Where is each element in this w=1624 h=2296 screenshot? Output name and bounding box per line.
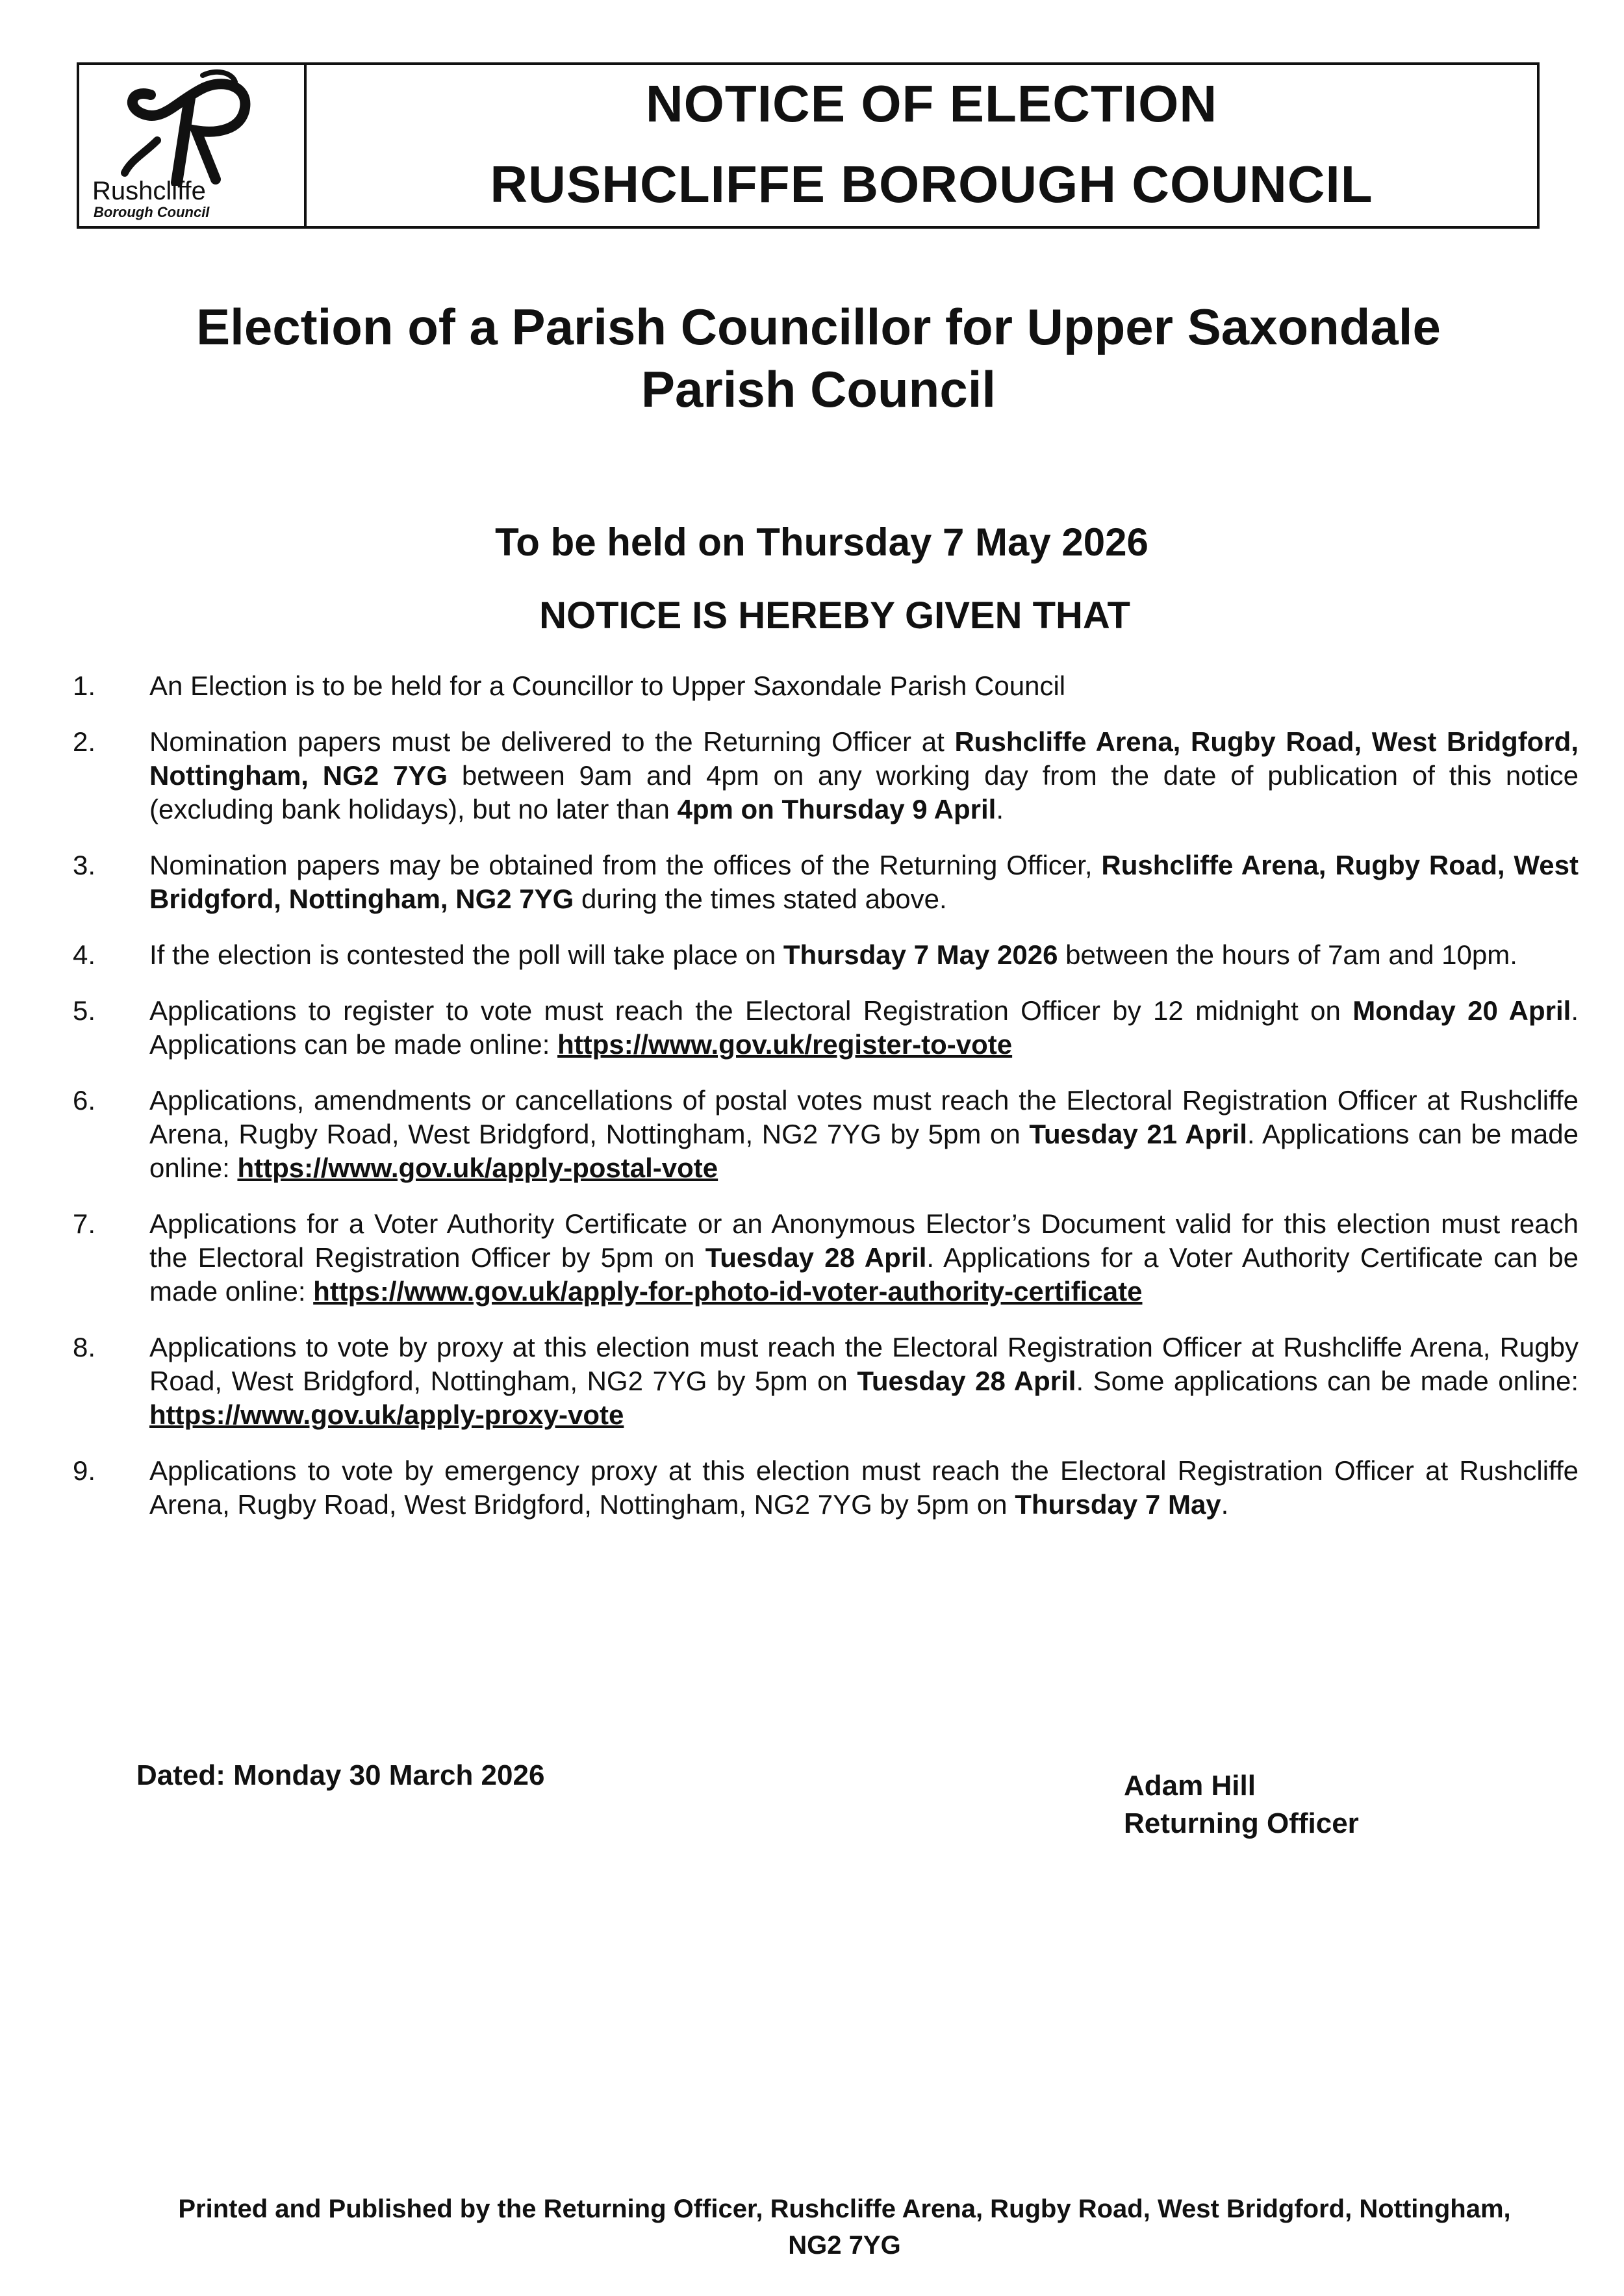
online-application-link[interactable]: https://www.gov.uk/register-to-vote xyxy=(557,1029,1013,1060)
emphasis-text: Tuesday 28 April xyxy=(857,1366,1076,1396)
list-item-text xyxy=(149,1454,1579,1522)
body-text: Applications, amendments or cancellations of postal votes must reach the Electoral Registration Officer at Rushcliffe Arena, Rugby Road, West Bridgford, Nottingham, NG2 7YG by 5pm on xyxy=(149,1085,1579,1149)
online-application-link[interactable]: https://www.gov.uk/apply-proxy-vote xyxy=(149,1399,624,1430)
list-item-number: 6. xyxy=(73,1085,96,1116)
council-logo xyxy=(79,65,307,226)
signatory xyxy=(1124,1767,1359,1843)
body-text: . Applications for a Voter Authority Certificate can be made online: xyxy=(149,1242,1579,1307)
list-item-number: 3. xyxy=(73,850,96,880)
emphasis-text: 4pm on Thursday 9 April xyxy=(677,794,996,824)
list-item-text xyxy=(149,994,1579,1062)
online-application-link[interactable]: https://www.gov.uk/apply-for-photo-id-voter-authority-certificate xyxy=(313,1276,1143,1307)
list-item-number: 4. xyxy=(73,939,96,970)
emphasis-text: Thursday 7 May xyxy=(1015,1489,1221,1520)
page-title-line-1: Election of a Parish Councillor for Upper Saxondale xyxy=(196,298,1441,355)
rushcliffe-r-monogram-icon xyxy=(105,69,274,186)
notice-items-list xyxy=(65,669,1579,1544)
footer-line-2: NG2 7YG xyxy=(788,2231,901,2260)
list-item-text xyxy=(149,848,1579,916)
publisher-footer xyxy=(130,2191,1559,2264)
emphasis-text: Tuesday 28 April xyxy=(705,1242,927,1273)
list-item-text xyxy=(149,669,1579,703)
list-item-text xyxy=(149,1207,1579,1308)
list-item-number: 9. xyxy=(73,1455,96,1486)
notice-given-heading: NOTICE IS HEREBY GIVEN THAT xyxy=(539,594,1130,637)
list-item-number: 5. xyxy=(73,995,96,1026)
notice-heading: NOTICE OF ELECTION xyxy=(645,75,1218,133)
body-text: . xyxy=(996,794,1004,824)
emphasis-text: Monday 20 April xyxy=(1352,995,1571,1026)
list-item-text xyxy=(149,938,1579,972)
list-item xyxy=(65,669,1579,703)
body-text: Applications to vote by proxy at this election must reach the Electoral Registration Officer at Rushcliffe Arena, Rugby Road, West Bridgford, Nottingham, NG2 7YG by 5pm on xyxy=(149,1332,1579,1396)
body-text: An Election is to be held for a Councillor to Upper Saxondale Parish Council xyxy=(149,670,1066,701)
list-item-text xyxy=(149,725,1579,826)
header-box xyxy=(77,62,1540,229)
body-text: Applications to vote by emergency proxy at this election must reach the Electoral Registration Officer at Rushcliffe Arena, Rugby Road, West Bridgford, Nottingham, NG2 7YG by 5pm on xyxy=(149,1455,1579,1520)
signatory-role: Returning Officer xyxy=(1124,1807,1359,1839)
body-text: . Some applications can be made online: xyxy=(1076,1366,1579,1396)
list-item-text xyxy=(149,1084,1579,1185)
header-titles xyxy=(307,65,1537,226)
list-item xyxy=(65,1084,1579,1185)
emphasis-text: Rushcliffe Arena, Rugby Road, West Bridgford, Nottingham, NG2 7YG xyxy=(149,850,1579,914)
body-text: . Applications can be made online: xyxy=(149,1119,1579,1183)
list-item xyxy=(65,1331,1579,1432)
logo-name: Rushcliffe xyxy=(92,177,206,205)
footer-line-1: Printed and Published by the Returning Officer, Rushcliffe Arena, Rugby Road, West Bridgford, Nottingham, xyxy=(178,2195,1511,2223)
emphasis-text: Tuesday 21 April xyxy=(1029,1119,1247,1149)
dated-line: Dated: Monday 30 March 2026 xyxy=(136,1759,545,1791)
page-title-line-2: Parish Council xyxy=(641,361,996,418)
body-text: Applications for a Voter Authority Certificate or an Anonymous Elector’s Document valid for this election must reach the Electoral Registration Officer by 5pm on xyxy=(149,1208,1579,1273)
body-text: Nomination papers must be delivered to the Returning Officer at xyxy=(149,726,955,757)
signatory-name: Adam Hill xyxy=(1124,1770,1256,1802)
body-text: Nomination papers may be obtained from the offices of the Returning Officer, xyxy=(149,850,1102,880)
list-item-number: 8. xyxy=(73,1332,96,1362)
list-item xyxy=(65,1454,1579,1522)
page-title xyxy=(117,296,1520,420)
list-item xyxy=(65,1207,1579,1308)
list-item-number: 1. xyxy=(73,670,96,701)
list-item-text xyxy=(149,1331,1579,1432)
body-text: between 9am and 4pm on any working day from the date of publication of this notice (excluding bank holidays), but no later than xyxy=(149,760,1579,824)
body-text: between the hours of 7am and 10pm. xyxy=(1058,939,1517,970)
body-text: during the times stated above. xyxy=(574,884,947,914)
list-item xyxy=(65,938,1579,972)
list-item xyxy=(65,994,1579,1062)
online-application-link[interactable]: https://www.gov.uk/apply-postal-vote xyxy=(237,1153,718,1183)
emphasis-text: Rushcliffe Arena, Rugby Road, West Bridgford, Nottingham, NG2 7YG xyxy=(149,726,1579,791)
list-item xyxy=(65,725,1579,826)
council-heading: RUSHCLIFFE BOROUGH COUNCIL xyxy=(490,155,1373,213)
body-text: . Applications can be made online: xyxy=(149,995,1579,1060)
body-text: If the election is contested the poll will take place on xyxy=(149,939,783,970)
list-item xyxy=(65,848,1579,916)
list-item-number: 2. xyxy=(73,726,96,757)
body-text: . xyxy=(1221,1489,1229,1520)
emphasis-text: Thursday 7 May 2026 xyxy=(783,939,1058,970)
logo-subtitle: Borough Council xyxy=(94,204,210,220)
election-date-heading: To be held on Thursday 7 May 2026 xyxy=(495,520,1148,564)
list-item-number: 7. xyxy=(73,1208,96,1239)
body-text: Applications to register to vote must reach the Electoral Registration Officer by 12 midnight on xyxy=(149,995,1353,1026)
